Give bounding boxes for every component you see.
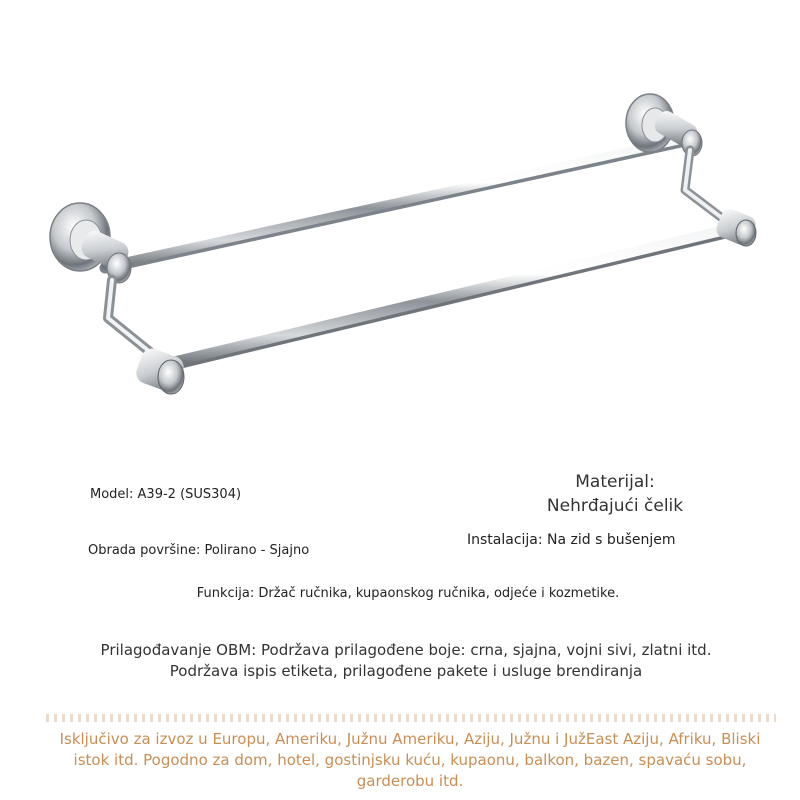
surface-finish-label: Obrada površine: Polirano - Sjajno [88, 543, 310, 558]
material-value: Nehrđajući čelik [546, 496, 684, 516]
installation-label: Instalacija: Na zid s bušenjem [467, 532, 676, 548]
model-label: Model: A39-2 (SUS304) [90, 487, 242, 502]
obm-line-1: Prilagođavanje OBM: Podržava prilagođene boje: crna, sjajna, vojni sivi, zlatni itd. [100, 641, 712, 659]
obm-line-2: Podržava ispis etiketa, prilagođene pakete i usluge brendiranja [169, 662, 643, 680]
material-block [520, 470, 710, 518]
function-label: Funkcija: Držač ručnika, kupaonskog ručnika, odjeće i kozmetike. [196, 586, 620, 601]
material-label: Materijal: [575, 472, 655, 492]
obm-customization [0, 640, 800, 682]
faded-text-divider [46, 714, 776, 722]
export-markets-text: Isključivo za izvoz u Europu, Ameriku, Južnu Ameriku, Aziju, Južnu i JužEast Aziju, Afriku, Bliski istok itd. Pogodno za dom, hotel, gostinjsku kuću, kupaonu, balkon, bazen, spavaću sobu, garderobu itd. [59, 730, 761, 790]
